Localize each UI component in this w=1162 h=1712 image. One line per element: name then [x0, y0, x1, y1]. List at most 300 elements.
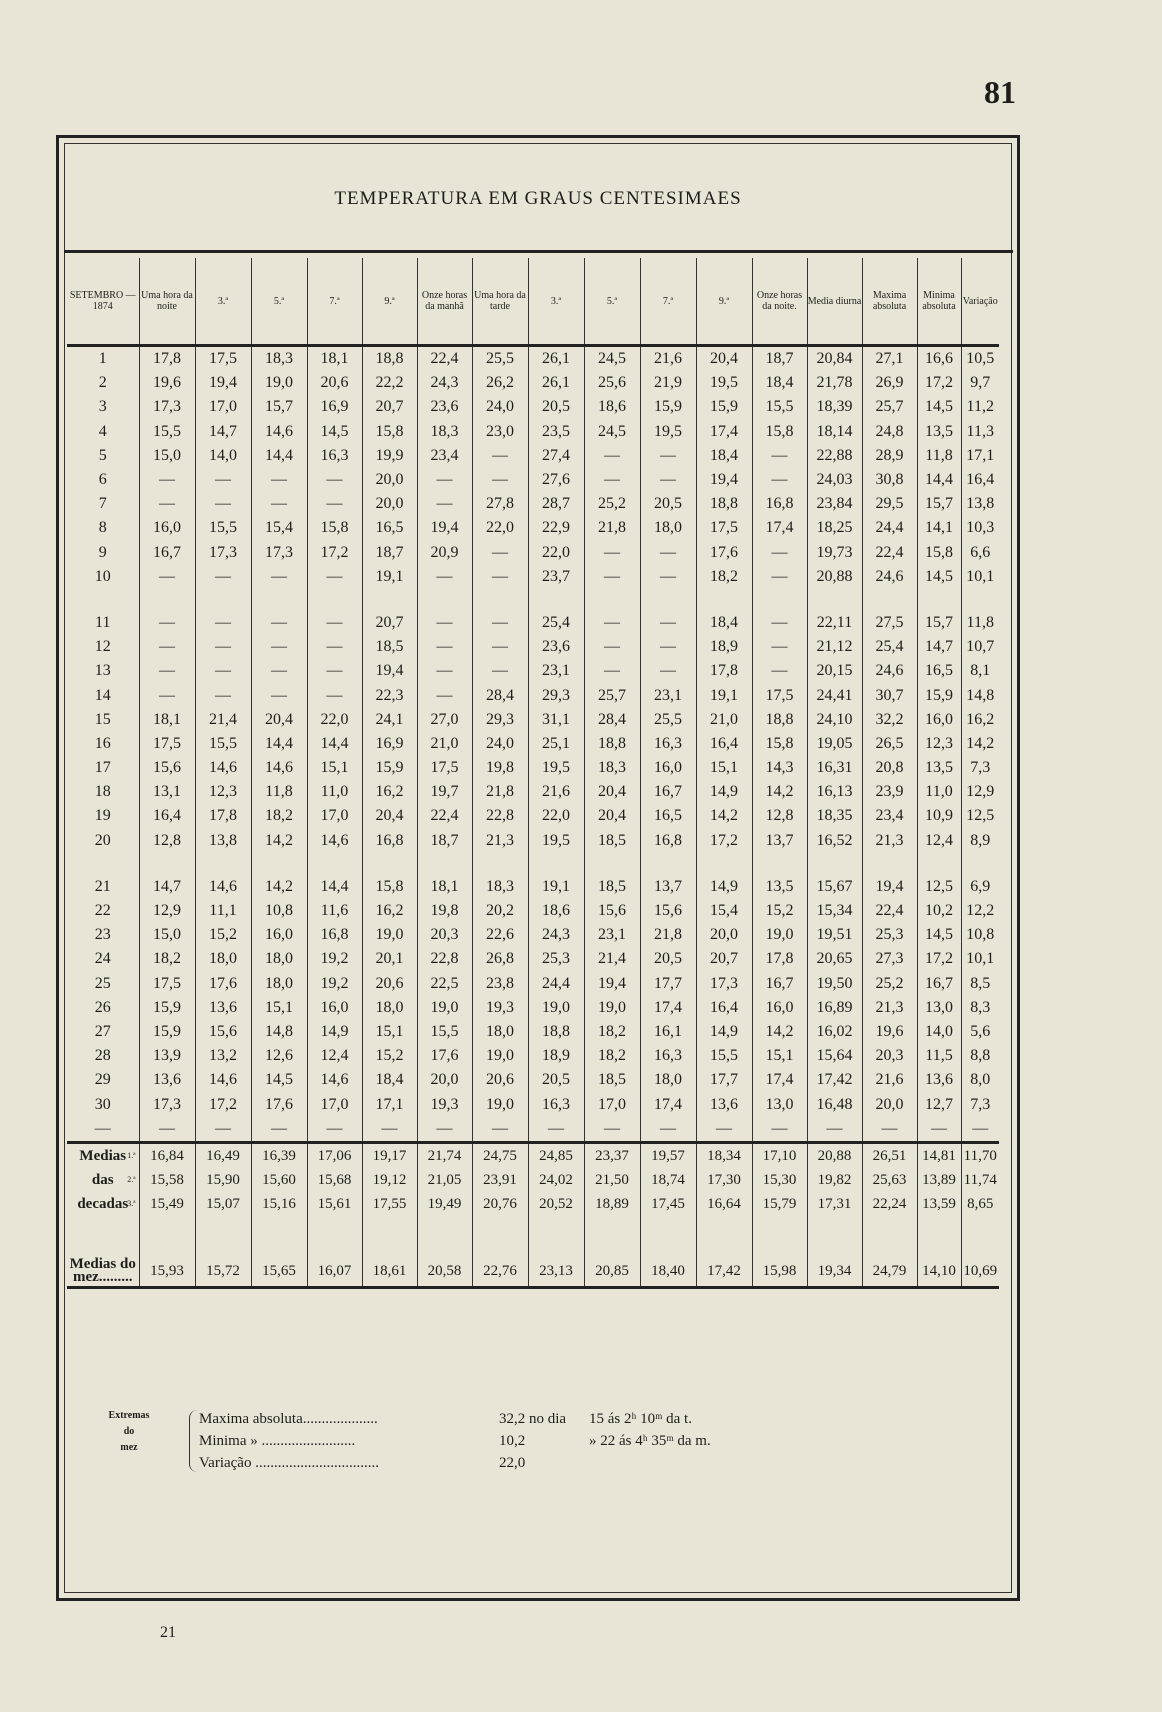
table-cell: 8,5 — [961, 972, 999, 996]
table-cell: 20,3 — [862, 1044, 917, 1068]
table-row — [67, 1092, 999, 1116]
column-header: Variação — [961, 258, 999, 346]
table-cell: 22,6 — [472, 923, 528, 947]
table-cell: 17,3 — [696, 972, 752, 996]
table-cell: 21,4 — [195, 708, 251, 732]
table-cell: — — [472, 565, 528, 589]
table-cell: 19,4 — [584, 972, 640, 996]
table-cell: 31,1 — [528, 708, 584, 732]
table-cell: 23,8 — [472, 972, 528, 996]
table-cell: 24,6 — [862, 659, 917, 683]
table-cell: 18,6 — [584, 395, 640, 419]
table-cell: 15,4 — [251, 516, 307, 540]
table-cell: 21,78 — [807, 371, 862, 395]
table-cell: 12,3 — [195, 780, 251, 804]
table-row — [67, 996, 999, 1020]
table-cell: 7,3 — [961, 1092, 999, 1116]
decade-number: 1.ª — [127, 1150, 136, 1160]
day-label: 10 — [94, 567, 111, 585]
table-cell: 17,4 — [752, 516, 807, 540]
table-cell: 8,9 — [961, 829, 999, 853]
table-cell: 18,6 — [528, 899, 584, 923]
column-header: 9.ª — [696, 258, 752, 346]
table-cell: 8,8 — [961, 1044, 999, 1068]
table-cell: 25,2 — [862, 972, 917, 996]
table-cell: 25,6 — [584, 371, 640, 395]
table-cell: 15,5 — [417, 1020, 472, 1044]
table-cell: 21,9 — [640, 371, 696, 395]
table-cell: 24,0 — [472, 732, 528, 756]
table-cell: 23,7 — [528, 565, 584, 589]
column-header: 7.ª — [640, 258, 696, 346]
table-cell: 17,2 — [195, 1092, 251, 1116]
table-cell: — — [584, 611, 640, 635]
table-cell: 15,07 — [195, 1192, 251, 1216]
table-cell: 5,6 — [961, 1020, 999, 1044]
table-cell: — — [417, 565, 472, 589]
table-cell: 17,8 — [139, 346, 195, 372]
spacer-cell — [961, 1216, 999, 1256]
spacer-cell — [807, 589, 862, 611]
day-label: 30 — [94, 1095, 111, 1113]
table-cell: 17,3 — [195, 541, 251, 565]
table-cell: 14,3 — [752, 756, 807, 780]
table-cell: 14,2 — [752, 780, 807, 804]
table-cell: 13,8 — [195, 829, 251, 853]
table-cell: 15,49 — [139, 1192, 195, 1216]
column-header: Uma hora da noite — [139, 258, 195, 346]
table-cell: 10,2 — [917, 899, 961, 923]
day-label: 18 — [94, 783, 111, 801]
table-cell: 19,17 — [362, 1142, 417, 1168]
table-cell: 14,4 — [251, 444, 307, 468]
table-cell: 18,0 — [251, 947, 307, 971]
table-cell: 16,6 — [917, 346, 961, 372]
table-cell: — — [251, 468, 307, 492]
table-cell: 14,2 — [696, 804, 752, 828]
table-cell: 14,7 — [195, 420, 251, 444]
table-row — [67, 683, 999, 707]
table-cell: 17,6 — [251, 1092, 307, 1116]
table-cell: 15,60 — [251, 1168, 307, 1192]
table-cell: 15,8 — [362, 875, 417, 899]
table-cell: 10,1 — [961, 565, 999, 589]
spacer-cell — [862, 589, 917, 611]
table-cell: 16,89 — [807, 996, 862, 1020]
table-cell: 12,5 — [961, 804, 999, 828]
table-cell: 18,0 — [251, 972, 307, 996]
table-cell: 13,0 — [917, 996, 961, 1020]
table-cell: 24,3 — [417, 371, 472, 395]
spacer-cell — [417, 853, 472, 875]
table-cell: 18,0 — [472, 1020, 528, 1044]
table-cell: 17,6 — [417, 1044, 472, 1068]
table-cell: 20,6 — [362, 972, 417, 996]
table-cell: — — [640, 444, 696, 468]
signature-number: 21 — [160, 1624, 176, 1641]
table-cell: 11,6 — [307, 899, 362, 923]
table-cell: 16,7 — [640, 780, 696, 804]
decade-mean-label-text: Medias — [79, 1147, 127, 1164]
table-row — [67, 875, 999, 899]
table-cell: 10,3 — [961, 516, 999, 540]
table-cell: 16,2 — [362, 899, 417, 923]
decade-mean-label-text: decadas — [77, 1195, 129, 1212]
table-cell: 18,7 — [417, 829, 472, 853]
table-cell: 15,30 — [752, 1168, 807, 1192]
spacer-cell — [752, 589, 807, 611]
spacer-cell — [528, 1216, 584, 1256]
table-cell: 19,3 — [472, 996, 528, 1020]
table-cell: 17,55 — [362, 1192, 417, 1216]
table-cell: 16,8 — [362, 829, 417, 853]
table-cell: — — [139, 1117, 195, 1143]
table-cell: 14,8 — [251, 1020, 307, 1044]
table-cell: 25,1 — [528, 732, 584, 756]
table-cell: 22,24 — [862, 1192, 917, 1216]
table-cell: 19,3 — [417, 1092, 472, 1116]
table-cell: 16,84 — [139, 1142, 195, 1168]
table-cell: 15,5 — [139, 420, 195, 444]
table-cell: 15,9 — [139, 996, 195, 1020]
table-cell: 10,8 — [251, 899, 307, 923]
table-cell: 14,8 — [961, 683, 999, 707]
table-row — [67, 346, 999, 372]
table-cell: 11,0 — [307, 780, 362, 804]
table-cell: 13,59 — [917, 1192, 961, 1216]
table-cell: 27,8 — [472, 492, 528, 516]
table-cell: 19,1 — [362, 565, 417, 589]
table-cell: 18,1 — [417, 875, 472, 899]
table-cell: 16,48 — [807, 1092, 862, 1116]
table-cell: 24,75 — [472, 1142, 528, 1168]
table-cell: 16,0 — [917, 708, 961, 732]
table-row — [67, 947, 999, 971]
table-cell: 22,8 — [472, 804, 528, 828]
table-cell: 22,8 — [417, 947, 472, 971]
table-cell: 18,2 — [696, 565, 752, 589]
table-cell: 14,6 — [307, 1068, 362, 1092]
table-cell: 19,34 — [807, 1256, 862, 1288]
table-cell: 18,3 — [472, 875, 528, 899]
table-cell: — — [195, 565, 251, 589]
table-cell: 24,10 — [807, 708, 862, 732]
spacer-cell — [696, 1216, 752, 1256]
table-cell: 14,10 — [917, 1256, 961, 1288]
table-cell: 20,58 — [417, 1256, 472, 1288]
table-cell: — — [307, 659, 362, 683]
table-cell: 18,8 — [696, 492, 752, 516]
table-row — [67, 780, 999, 804]
table-cell: 15,5 — [195, 732, 251, 756]
table-cell: 24,6 — [862, 565, 917, 589]
table-cell: 23,1 — [528, 659, 584, 683]
table-cell: 16,4 — [139, 804, 195, 828]
spacer-cell — [862, 1216, 917, 1256]
table-cell: 19,4 — [696, 468, 752, 492]
day-label: 5 — [98, 446, 107, 464]
table-cell: 16,31 — [807, 756, 862, 780]
table-cell: 16,07 — [307, 1256, 362, 1288]
table-cell: 12,3 — [917, 732, 961, 756]
spacer-cell — [917, 1216, 961, 1256]
table-row — [67, 371, 999, 395]
table-cell: 15,98 — [752, 1256, 807, 1288]
column-header: 3.ª — [195, 258, 251, 346]
table-cell: 15,1 — [362, 1020, 417, 1044]
spacer-cell — [67, 853, 139, 875]
spacer-cell — [696, 589, 752, 611]
decade-spacer — [67, 853, 999, 875]
table-cell: 19,5 — [696, 371, 752, 395]
table-cell: — — [696, 1117, 752, 1143]
table-cell: 23,6 — [528, 635, 584, 659]
table-cell: 10,5 — [961, 346, 999, 372]
table-row — [67, 923, 999, 947]
spacer-cell — [362, 589, 417, 611]
table-cell: 18,5 — [362, 635, 417, 659]
table-cell: 13,2 — [195, 1044, 251, 1068]
table-cell: — — [307, 611, 362, 635]
column-header: 3.ª — [528, 258, 584, 346]
table-cell: 13,6 — [195, 996, 251, 1020]
table-cell: 22,4 — [862, 541, 917, 565]
table-cell: — — [139, 492, 195, 516]
table-cell: 8,3 — [961, 996, 999, 1020]
day-label: 27 — [94, 1022, 111, 1040]
table-cell: 25,5 — [472, 346, 528, 372]
table-cell: — — [417, 635, 472, 659]
day-label: — — [67, 1117, 139, 1143]
table-cell: — — [752, 541, 807, 565]
table-cell: 17,1 — [961, 444, 999, 468]
table-cell: 20,7 — [362, 611, 417, 635]
table-cell: 24,1 — [362, 708, 417, 732]
day-label: 7 — [98, 495, 107, 513]
spacer-cell — [584, 853, 640, 875]
table-cell: — — [752, 468, 807, 492]
table-cell: 15,61 — [307, 1192, 362, 1216]
table-cell: 19,8 — [472, 756, 528, 780]
table-cell: 18,3 — [417, 420, 472, 444]
table-cell: 14,6 — [195, 875, 251, 899]
table-cell: 15,6 — [195, 1020, 251, 1044]
table-cell: 22,4 — [417, 804, 472, 828]
day-label: 15 — [94, 710, 111, 728]
table-cell: 8,1 — [961, 659, 999, 683]
table-cell: 15,4 — [696, 899, 752, 923]
table-cell: — — [640, 1117, 696, 1143]
table-cell: 20,76 — [472, 1192, 528, 1216]
column-header: 9.ª — [362, 258, 417, 346]
table-cell: 6,6 — [961, 541, 999, 565]
table-cell: 17,7 — [640, 972, 696, 996]
table-cell: 17,8 — [195, 804, 251, 828]
table-cell: 14,7 — [139, 875, 195, 899]
table-row — [67, 516, 999, 540]
table-cell: 26,5 — [862, 732, 917, 756]
table-cell: 30,8 — [862, 468, 917, 492]
table-cell: 17,31 — [807, 1192, 862, 1216]
spacer-cell — [67, 1216, 139, 1256]
spacer-cell — [640, 853, 696, 875]
table-row — [67, 1068, 999, 1092]
table-cell: 12,4 — [307, 1044, 362, 1068]
table-cell: 15,9 — [640, 395, 696, 419]
table-row — [67, 1117, 999, 1143]
table-cell: 19,8 — [417, 899, 472, 923]
table-cell: 19,6 — [139, 371, 195, 395]
table-cell: 12,7 — [917, 1092, 961, 1116]
decade-mean-row — [67, 1142, 999, 1168]
day-label: 24 — [94, 950, 111, 968]
table-cell: 24,4 — [528, 972, 584, 996]
table-cell: 16,8 — [307, 923, 362, 947]
table-cell: 19,73 — [807, 541, 862, 565]
table-cell: 18,5 — [584, 829, 640, 853]
table-cell: 17,4 — [640, 996, 696, 1020]
table-cell: 17,0 — [307, 1092, 362, 1116]
table-cell: 20,65 — [807, 947, 862, 971]
table-cell: 20,8 — [862, 756, 917, 780]
table-cell: 11,70 — [961, 1142, 999, 1168]
column-header: Minima absoluta — [917, 258, 961, 346]
table-cell: 20,0 — [362, 492, 417, 516]
table-cell: 22,0 — [307, 708, 362, 732]
table-cell: 19,05 — [807, 732, 862, 756]
table-cell: 29,3 — [528, 683, 584, 707]
table-cell: — — [139, 659, 195, 683]
table-cell: 16,7 — [752, 972, 807, 996]
table-cell: 20,6 — [307, 371, 362, 395]
table-cell: — — [195, 1117, 251, 1143]
decade-number: 3.ª — [127, 1198, 136, 1208]
table-cell: 16,3 — [528, 1092, 584, 1116]
table-cell: 18,4 — [696, 444, 752, 468]
table-cell: 14,4 — [251, 732, 307, 756]
table-cell: 20,0 — [362, 468, 417, 492]
table-cell: 17,5 — [417, 756, 472, 780]
day-label: 25 — [94, 974, 111, 992]
table-cell: 17,2 — [307, 541, 362, 565]
table-cell: — — [307, 635, 362, 659]
table-cell: — — [251, 659, 307, 683]
table-cell: 12,4 — [917, 829, 961, 853]
table-cell: 20,7 — [362, 395, 417, 419]
table-cell: 16,1 — [640, 1020, 696, 1044]
table-cell: 15,9 — [696, 395, 752, 419]
table-title: TEMPERATURA EM GRAUS CENTESIMAES — [334, 188, 742, 209]
spacer-cell — [696, 853, 752, 875]
table-cell: 22,4 — [417, 346, 472, 372]
table-cell: — — [307, 565, 362, 589]
table-cell: 14,6 — [251, 756, 307, 780]
table-cell: 11,0 — [917, 780, 961, 804]
table-cell: — — [417, 659, 472, 683]
table-cell: 14,1 — [917, 516, 961, 540]
table-cell: — — [307, 683, 362, 707]
table-cell: — — [584, 468, 640, 492]
table-cell: — — [640, 541, 696, 565]
table-cell: 14,9 — [696, 780, 752, 804]
day-label: 8 — [98, 519, 107, 537]
table-cell: 19,9 — [362, 444, 417, 468]
table-cell: 19,0 — [251, 371, 307, 395]
table-cell: 15,72 — [195, 1256, 251, 1288]
table-cell: 15,7 — [251, 395, 307, 419]
table-cell: 22,0 — [472, 516, 528, 540]
table-cell: 22,88 — [807, 444, 862, 468]
table-cell: — — [584, 659, 640, 683]
table-row — [67, 420, 999, 444]
table-cell: 11,3 — [961, 420, 999, 444]
table-cell: 21,6 — [640, 346, 696, 372]
table-cell: 14,81 — [917, 1142, 961, 1168]
table-cell: — — [752, 635, 807, 659]
table-cell: 18,4 — [752, 371, 807, 395]
table-cell: 22,5 — [417, 972, 472, 996]
table-cell: 14,9 — [696, 1020, 752, 1044]
decade-mean-label — [67, 1192, 139, 1216]
table-cell: 11,8 — [917, 444, 961, 468]
table-cell: 15,64 — [807, 1044, 862, 1068]
table-cell: — — [417, 468, 472, 492]
table-cell: 21,3 — [862, 996, 917, 1020]
table-cell: 23,1 — [640, 683, 696, 707]
day-label: 9 — [98, 543, 107, 561]
table-cell: 14,5 — [917, 923, 961, 947]
spacer-cell — [472, 589, 528, 611]
table-cell: 13,8 — [961, 492, 999, 516]
table-cell: — — [528, 1117, 584, 1143]
table-cell: 13,7 — [752, 829, 807, 853]
table-cell: — — [251, 635, 307, 659]
table-cell: 26,2 — [472, 371, 528, 395]
table-cell: 10,69 — [961, 1256, 999, 1288]
table-cell: 22,11 — [807, 611, 862, 635]
table-cell: 17,30 — [696, 1168, 752, 1192]
table-cell: — — [195, 635, 251, 659]
spacer-cell — [961, 589, 999, 611]
table-cell: 18,4 — [362, 1068, 417, 1092]
table-cell: 15,5 — [752, 395, 807, 419]
spacer-cell — [862, 853, 917, 875]
spacer-cell — [807, 1216, 862, 1256]
table-cell: 17,5 — [696, 516, 752, 540]
day-label: 21 — [94, 877, 111, 895]
table-cell: 25,3 — [862, 923, 917, 947]
table-cell: 20,2 — [472, 899, 528, 923]
spacer-cell — [917, 589, 961, 611]
table-cell: — — [139, 683, 195, 707]
table-cell: 17,5 — [195, 346, 251, 372]
table-cell: 14,0 — [195, 444, 251, 468]
day-label: 11 — [95, 613, 111, 631]
decade-number: 2.ª — [127, 1174, 136, 1184]
table-cell: 20,15 — [807, 659, 862, 683]
table-cell: — — [472, 611, 528, 635]
table-cell: 18,2 — [139, 947, 195, 971]
table-cell: 18,35 — [807, 804, 862, 828]
spacer-cell — [752, 1216, 807, 1256]
table-cell: 18,7 — [752, 346, 807, 372]
table-cell: — — [640, 635, 696, 659]
table-cell: 17,10 — [752, 1142, 807, 1168]
table-cell: — — [752, 611, 807, 635]
day-label: 28 — [94, 1047, 111, 1065]
table-cell: 14,4 — [307, 732, 362, 756]
table-cell: — — [139, 468, 195, 492]
